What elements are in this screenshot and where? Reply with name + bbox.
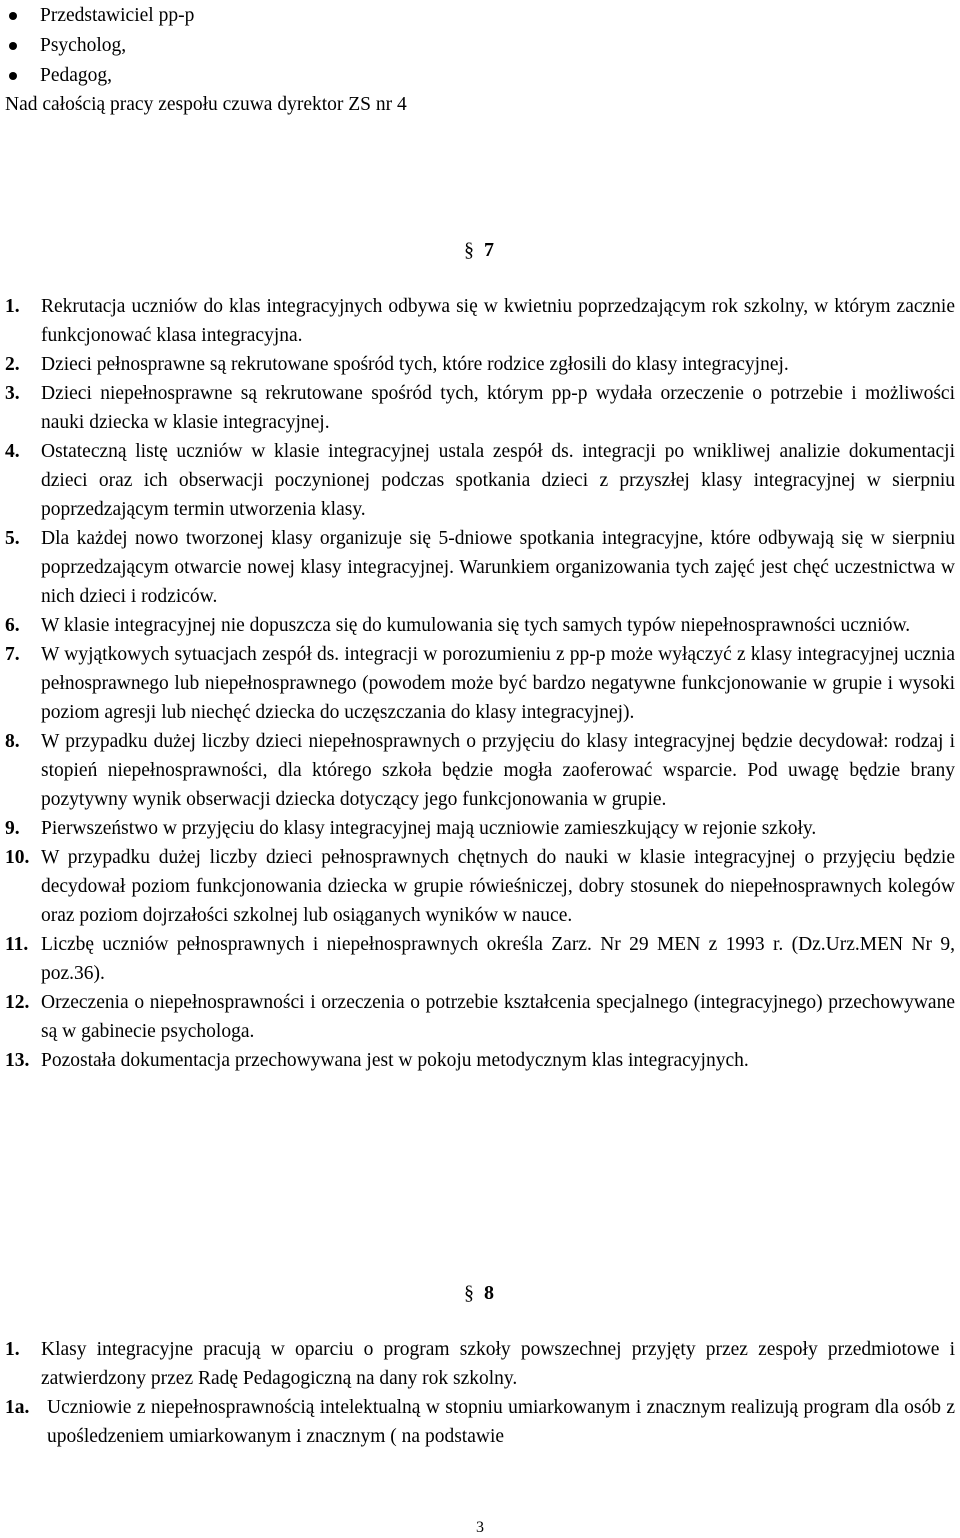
list-item: 13. Pozostała dokumentacja przechowywana jest w pokoju metodycznym klas integracyjnych. (5, 1050, 749, 1071)
list-item: 1. Rekrutacja uczniów do klas integracyjnych odbywa się w kwietniu poprzedzającym rok szkolny, w którym zacznie funkcjonować klasa integracyjna. (5, 296, 955, 346)
list-item: 6. W klasie integracyjnej nie dopuszcza się do kumulowania się tych samych typów niepełnosprawności uczniów. (5, 615, 911, 636)
list-item: 10. W przypadku dużej liczby dzieci pełnosprawnych chętnych do nauki w klasie integracyjnej o przyjęciu będzie decydował poziom funkcjonowania dziecka w grupie rówieśniczej, dobry stosunek do niepełnosprawnych kolegów oraz poziom dojrzałości szkolnej lub osiąganych wyników w nauce. (5, 847, 955, 926)
page-number: 3 (476, 1519, 484, 1536)
supervisor-note: Nad całością pracy zespołu czuwa dyrektor ZS nr 4 (5, 94, 407, 115)
section-sign: § (464, 239, 476, 261)
list-item: 1a. Uczniowie z niepełnosprawnością intelektualną w stopniu umiarkowanym i znacznym realizują program dla osób z upośledzeniem umiarkowanym i znacznym ( na podstawie (5, 1397, 955, 1447)
list-item: 7. W wyjątkowych sytuacjach zespół ds. integracji w porozumieniu z pp-p może wyłączyć z klasy integracyjnej ucznia pełnosprawnego lub niepełnosprawnego (powodem może być bardzo negatywne funkcjonowanie w grupie i wysoki poziom agresji lub niechęć dziecka do uczęszczania do klasy integracyjnej). (5, 644, 955, 723)
section-sign: § (464, 1282, 476, 1304)
section-heading-7 (0, 236, 960, 265)
bullet-item: Przedstawiciel pp-p (0, 1, 960, 31)
list-item: 11. Liczbę uczniów pełnosprawnych i niepełnosprawnych określa Zarz. Nr 29 MEN z 1993 r. (Dz.Urz.MEN Nr 9, poz.36). (5, 934, 955, 984)
list-item: 8. W przypadku dużej liczby dzieci niepełnosprawnych o przyjęciu do klasy integracyjnej będzie decydował: rodzaj i stopień niepełnosprawności, dla którego szkoła będzie mogła zaoferować wsparcie. Pod uwagę będzie brany pozytywny wynik obserwacji dziecka dotyczący jego funkcjonowania w grupie. (5, 731, 955, 810)
bullet-item: Pedagog, (0, 61, 960, 91)
list-item: 5. Dla każdej nowo tworzonej klasy organizuje się 5-dniowe spotkania integracyjne, które odbywają się w sierpniu poprzedzającym otwarcie nowej klasy integracyjnej. Warunkiem organizowania tych zajęć jest chęć uczestnictwa w nich dzieci i rodziców. (5, 528, 955, 607)
list-item: 12. Orzeczenia o niepełnosprawności i orzeczenia o potrzebie kształcenia specjalnego (integracyjnego) przechowywane są w gabinecie psychologa. (5, 992, 955, 1042)
list-item: 3. Dzieci niepełnosprawne są rekrutowane spośród tych, którym pp-p wydała orzeczenie o potrzebie i możliwości nauki dziecka w klasie integracyjnej. (5, 383, 955, 433)
section-7-list (5, 292, 955, 1075)
bullet-item: Psycholog, (0, 31, 960, 61)
list-item: 2. Dzieci pełnosprawne są rekrutowane spośród tych, które rodzice zgłosili do klasy integracyjnej. (5, 354, 789, 375)
bullet-dot-icon (9, 72, 17, 80)
list-item: 9. Pierwszeństwo w przyjęciu do klasy integracyjnej mają uczniowie zamieszkujący w rejonie szkoły. (5, 818, 817, 839)
bullet-list (0, 1, 960, 91)
bullet-dot-icon (9, 42, 17, 50)
list-item: 4. Ostateczną listę uczniów w klasie integracyjnej ustala zespół ds. integracji po wnikliwej analizie dokumentacji dzieci oraz ich obserwacji poczynionej podczas spotkania dzieci z przyszłej klasy integracyjnej w sierpniu poprzedzającym termin utworzenia klasy. (5, 441, 955, 520)
section-number: 7 (484, 239, 496, 261)
list-item: 1. Klasy integracyjne pracują w oparciu o program szkoły powszechnej przyjęty przez zespoły przedmiotowe i zatwierdzony przez Radę Pedagogiczną na dany rok szkolny. (5, 1339, 955, 1389)
bullet-dot-icon (9, 12, 17, 20)
section-heading-8 (0, 1279, 960, 1308)
section-number: 8 (484, 1282, 496, 1304)
section-8-list (5, 1335, 955, 1451)
